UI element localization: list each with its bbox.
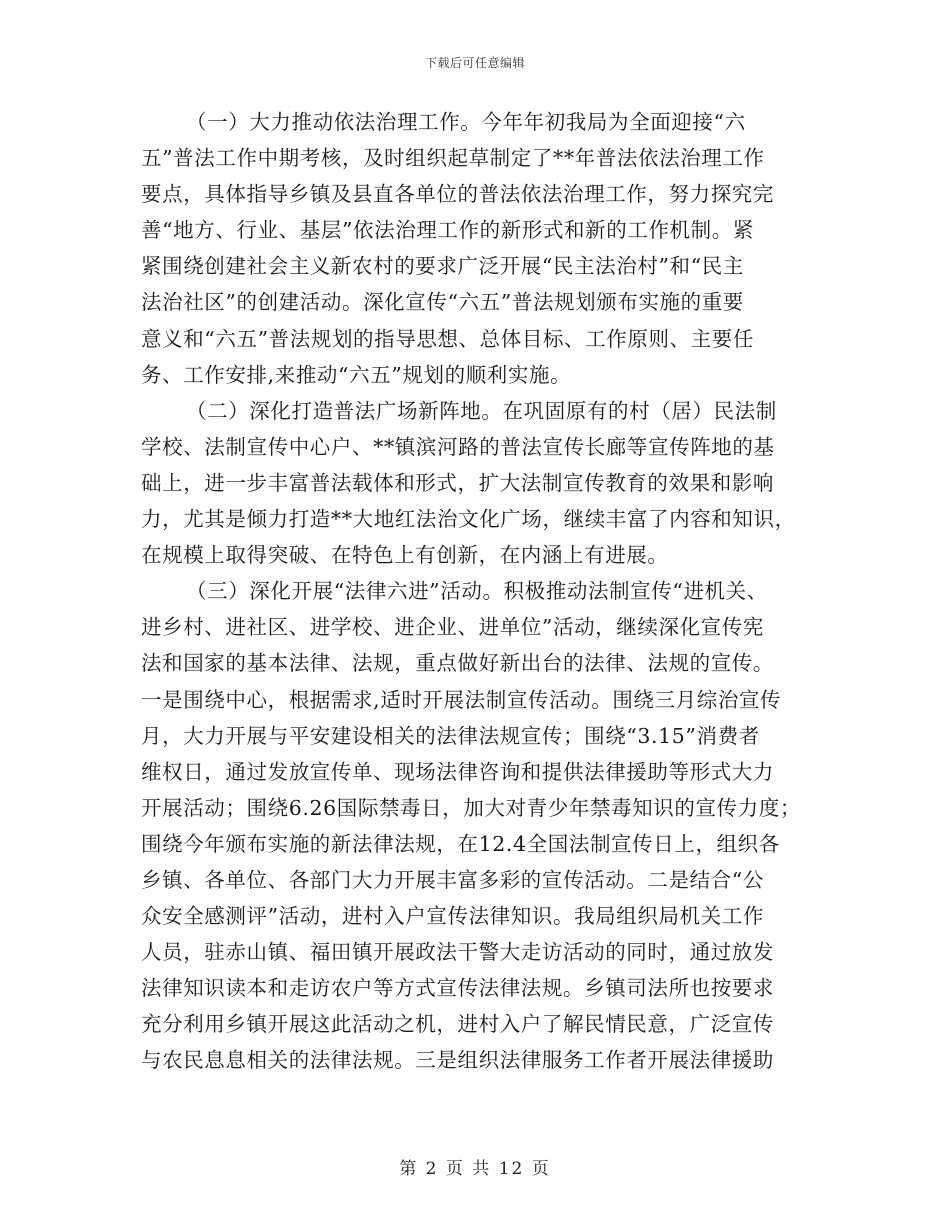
text-line: 础上，进一步丰富普法载体和形式，扩大法制宣传教育的效果和影响 <box>141 470 774 495</box>
text-line: 充分利用乡镇开展这此活动之机，进村入户了解民情民意，广泛宣传 <box>141 1012 774 1037</box>
text-line: 紧围绕创建社会主义新农村的要求广泛开展“民主法治村”和“民主 <box>141 254 744 279</box>
text-line: 开展活动；围绕6.26国际禁毒日，加大对青少年禁毒知识的宣传力度； <box>141 795 801 820</box>
paragraph-1 <box>141 104 811 393</box>
paragraph-2 <box>141 393 811 573</box>
text-line: 意义和“六五”普法规划的指导思想、总体目标、工作原则、主要任 <box>141 326 754 351</box>
text-line: 进乡村、进社区、进学校、进企业、进单位”活动，继续深化宣传宪 <box>141 615 764 640</box>
text-line: 法律知识读本和走访农户等方式宣传法律法规。乡镇司法所也按要求 <box>141 976 774 1001</box>
text-line: 围绕今年颁布实施的新法律法规，在12.4全国法制宣传日上，组织各 <box>141 831 780 856</box>
text-line: 月，大力开展与平安建设相关的法律法规宣传；围绕“3.15”消费者 <box>141 723 760 748</box>
text-line: （二）深化打造普法广场新阵地。在巩固原有的村（居）民法制 <box>186 398 777 423</box>
text-line: 学校、法制宣传中心户、**镇滨河路的普法宣传长廊等宣传阵地的基 <box>141 434 775 459</box>
text-line: 乡镇、各单位、各部门大力开展丰富多彩的宣传活动。二是结合“公 <box>141 867 764 892</box>
paragraph-3 <box>141 573 811 1078</box>
text-line: 法治社区”的创建活动。深化宣传“六五”普法规划颁布实施的重要 <box>141 290 744 315</box>
text-line: 与农民息息相关的法律法规。三是组织法律服务工作者开展法律援助 <box>141 1048 774 1073</box>
text-line: 维权日，通过发放宣传单、现场法律咨询和提供法律援助等形式大力 <box>141 759 774 784</box>
text-line: （三）深化开展“法律六进”活动。积极推动法制宣传“进机关、 <box>186 579 768 604</box>
text-line: 要点，具体指导乡镇及县直各单位的普法依法治理工作，努力探究完 <box>141 182 774 207</box>
text-line: 法和国家的基本法律、法规，重点做好新出台的法律、法规的宣传。 <box>141 651 774 676</box>
text-line: 善“地方、行业、基层”依法治理工作的新形式和新的工作机制。紧 <box>141 218 754 243</box>
text-line: 人员，驻赤山镇、福田镇开展政法干警大走访活动的同时，通过放发 <box>141 940 774 965</box>
text-line: （一）大力推动依法治理工作。今年年初我局为全面迎接“六 <box>186 110 746 134</box>
text-line: 务、工作安排,来推动“六五”规划的顺利实施。 <box>141 362 572 387</box>
text-line: 力，尤其是倾力打造**大地红法治文化广场，继续丰富了内容和知识， <box>141 507 796 532</box>
document-body <box>141 104 811 1079</box>
text-line: 五”普法工作中期考核，及时组织起草制定了**年普法依法治理工作 <box>141 146 765 171</box>
text-line: 一是围绕中心，根据需求,适时开展法制宣传活动。围绕三月综治宣传 <box>141 687 782 712</box>
text-line: 在规模上取得突破、在特色上有创新，在内涵上有进展。 <box>141 543 669 568</box>
page-header: 下载后可任意编辑 <box>424 56 525 70</box>
text-line: 众安全感测评”活动，进村入户宣传法律知识。我局组织局机关工作 <box>141 904 764 929</box>
page-number: 第 2 页 共 12 页 <box>399 1159 551 1179</box>
